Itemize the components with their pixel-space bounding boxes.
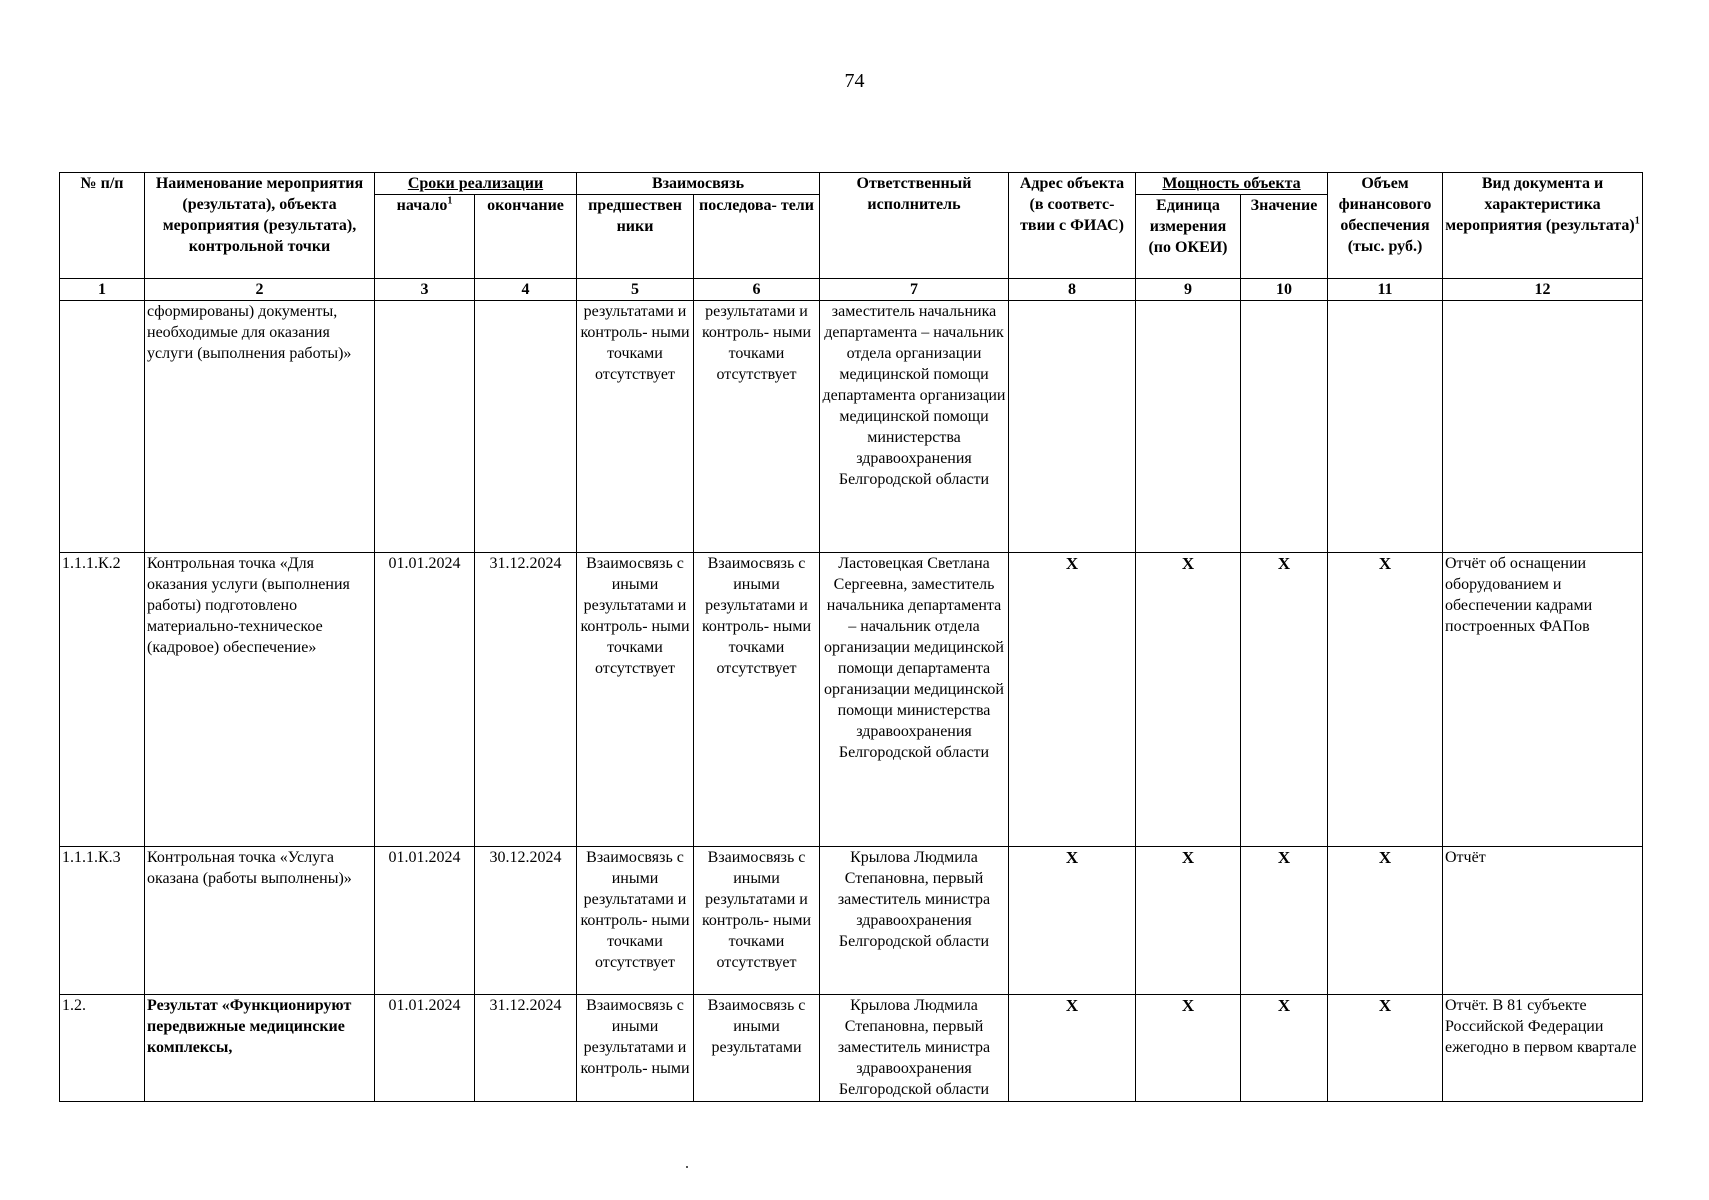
row-end: 31.12.2024 [475,553,577,847]
column-number: 1 [60,279,145,301]
row-value: X [1241,553,1328,847]
column-number: 7 [820,279,1009,301]
row-value: X [1241,847,1328,995]
row-name: сформированы) документы, необходимые для оказания услуги (выполнения работы)» [145,301,375,553]
row-finance: X [1328,995,1443,1102]
row-responsible: Крылова Людмила Степановна, первый заместитель министра здравоохранения Белгородской области [820,847,1009,995]
header-end: окончание [475,195,577,279]
row-start: 01.01.2024 [375,847,475,995]
row-successors: Взаимосвязь с иными результатами [694,995,820,1102]
header-num: № п/п [60,173,145,279]
header-unit: Единица измерения (по ОКЕИ) [1136,195,1241,279]
row-doc: Отчёт [1443,847,1643,995]
row-address: X [1009,847,1136,995]
column-number: 6 [694,279,820,301]
table-row [60,847,1643,995]
header-responsible: Ответственный исполнитель [820,173,1009,279]
row-responsible: Крылова Людмила Степановна, первый заместитель министра здравоохранения Белгородской области [820,995,1009,1102]
header-terms: Сроки реализации [375,173,577,195]
row-predecessors: Взаимосвязь с иными результатами и контроль- ными точками отсутствует [577,553,694,847]
row-value [1241,301,1328,553]
header-start: начало$^1$ [375,195,475,279]
row-doc: Отчёт. В 81 субъекте Российской Федерации ежегодно в первом квартале [1443,995,1643,1102]
row-start [375,301,475,553]
page-number: 74 [844,70,865,92]
column-number: 11 [1328,279,1443,301]
column-number: 4 [475,279,577,301]
table-row [60,553,1643,847]
row-responsible: заместитель начальника департамента – начальник отдела организации медицинской помощи департамента организации медицинской помощи министерства здравоохранения Белгородской области [820,301,1009,553]
row-finance: X [1328,847,1443,995]
row-unit [1136,301,1241,553]
row-address [1009,301,1136,553]
row-value: X [1241,995,1328,1102]
table-row [60,301,1643,553]
column-number: 12 [1443,279,1643,301]
header-name: Наименование мероприятия (результата), объекта мероприятия (результата), контрольной точки [145,173,375,279]
row-name: Контрольная точка «Для оказания услуги (выполнения работы) подготовлено материально-техническое (кадровое) обеспечение» [145,553,375,847]
row-doc: Отчёт об оснащении оборудованием и обеспечении кадрами построенных ФАПов [1443,553,1643,847]
row-successors: Взаимосвязь с иными результатами и контроль- ными точками отсутствует [694,847,820,995]
row-successors: результатами и контроль- ными точками отсутствует [694,301,820,553]
scan-speck [686,1166,688,1168]
column-number: 3 [375,279,475,301]
header-doc-type: Вид документа и характеристика мероприятия (результата)$^1$ [1443,173,1643,279]
row-responsible: Ластовецкая Светлана Сергеевна, заместитель начальника департамента – начальник отдела организации медицинской помощи департамента организации медицинской помощи министерства здравоохранения Белгородской области [820,553,1009,847]
column-number: 10 [1241,279,1328,301]
row-start: 01.01.2024 [375,553,475,847]
row-predecessors: Взаимосвязь с иными результатами и контроль- ными точками отсутствует [577,847,694,995]
row-name: Результат «Функционируют передвижные медицинские комплексы, [145,995,375,1102]
row-end: 31.12.2024 [475,995,577,1102]
row-num [60,301,145,553]
row-unit: X [1136,995,1241,1102]
row-finance [1328,301,1443,553]
header-finance: Объем финансового обеспечения (тыс. руб.) [1328,173,1443,279]
header-value: Значение [1241,195,1328,279]
plan-table [59,172,1643,1102]
row-finance: X [1328,553,1443,847]
row-successors: Взаимосвязь с иными результатами и контроль- ными точками отсутствует [694,553,820,847]
row-start: 01.01.2024 [375,995,475,1102]
row-end: 30.12.2024 [475,847,577,995]
header-address: Адрес объекта (в соответс- твии с ФИАС) [1009,173,1136,279]
header-row-top [60,173,1643,195]
row-end [475,301,577,553]
row-num: 1.1.1.К.2 [60,553,145,847]
column-number: 5 [577,279,694,301]
row-num: 1.1.1.К.3 [60,847,145,995]
column-number: 2 [145,279,375,301]
column-number: 9 [1136,279,1241,301]
header-successors: последова- тели [694,195,820,279]
row-predecessors: результатами и контроль- ными точками отсутствует [577,301,694,553]
row-address: X [1009,553,1136,847]
header-predecessors: предшествен ники [577,195,694,279]
row-unit: X [1136,553,1241,847]
header-capacity: Мощность объекта [1136,173,1328,195]
row-address: X [1009,995,1136,1102]
row-doc [1443,301,1643,553]
header-relation: Взаимосвязь [577,173,820,195]
row-predecessors: Взаимосвязь с иными результатами и контроль- ными [577,995,694,1102]
table-row [60,995,1643,1102]
row-name: Контрольная точка «Услуга оказана (работы выполнены)» [145,847,375,995]
column-number: 8 [1009,279,1136,301]
row-unit: X [1136,847,1241,995]
column-numbers-row [60,279,1643,301]
row-num: 1.2. [60,995,145,1102]
